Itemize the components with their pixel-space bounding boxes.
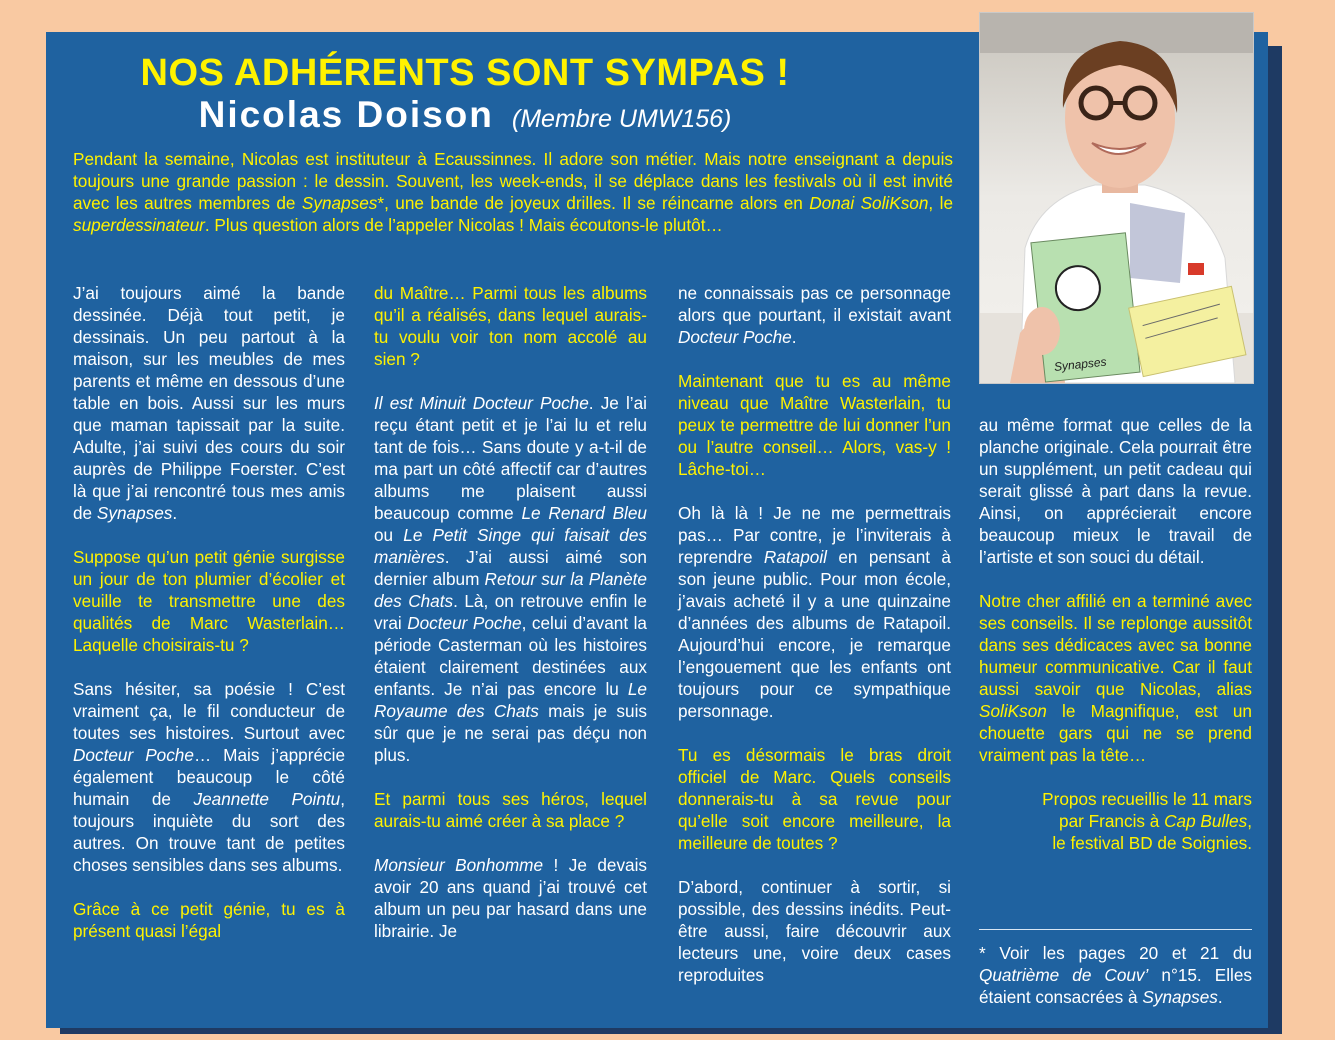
answer-paragraph: D’abord, continuer à sortir, si possible, des dessins inédits. Peut-être aussi, faire découvrir aux lecteurs une, voire deux cases reproduites — [678, 877, 951, 985]
column-1 — [73, 282, 345, 964]
answer-paragraph: Oh là là ! Je ne me permettrais pas… Par contre, je l’inviterais à reprendre Ratapoil en pensant à son jeune public. Pour mon école, j’avais acheté il y a une quinzaine d’années des albums de Ratapoil. Aujourd’hui encore, je remarque l’engouement que les enfants ont toujours pour ce sympathique personnage. — [678, 503, 951, 721]
question-paragraph: Tu es désormais le bras droit officiel de Marc. Quels conseils donnerais-tu à sa revue pour qu’elle soit encore meilleure, la meilleure de toutes ? — [678, 745, 951, 853]
album-cover-label: Synapses — [1053, 354, 1108, 374]
article-title: NOS ADHÉRENTS SONT SYMPAS ! — [140, 52, 790, 94]
question-paragraph: Suppose qu’un petit génie surgisse un jour de ton plumier d’écolier et veuille te transmettre une des qualités de Marc Wasterlain… Laquelle choisirais-tu ? — [73, 547, 345, 655]
question-paragraph: Maintenant que tu es au même niveau que Maître Wasterlain, tu peux te permettre de lui donner l’un ou l’autre conseil… Alors, vas-y ! Lâche-toi… — [678, 371, 951, 479]
question-paragraph: Et parmi tous ses héros, lequel aurais-tu aimé créer à sa place ? — [374, 789, 647, 831]
answer-paragraph: J’ai toujours aimé la bande dessinée. Déjà tout petit, je dessinais. Un peu partout à la maison, sur les meubles de mes parents et même en dessous d’une table en bois. Aussi sur les murs que maman tapissait par la suite. Adulte, j’ai suivi des cours du soir auprès de Philippe Foerster. C’est là que j’ai rencontré tous mes amis de Synapses. — [73, 283, 345, 523]
question-paragraph: du Maître… Parmi tous les albums qu’il a réalisés, dans lequel aurais-tu voulu voir ton nom accolé au sien ? — [374, 283, 647, 369]
answer-paragraph: Monsieur Bonhomme ! Je devais avoir 20 ans quand j’ai trouvé cet album un peu par hasard dans une librairie. Je — [374, 855, 648, 941]
portrait-illustration — [980, 13, 1253, 383]
interviewee-line — [46, 94, 884, 144]
footnote-divider — [979, 929, 1252, 930]
interview-credit: Propos recueillis le 11 mars par Francis à Cap Bulles, le festival BD de Soignies. — [1042, 789, 1252, 853]
answer-paragraph: Il est Minuit Docteur Poche. Je l’ai reçu étant petit et je l’ai lu et relu tant de fois… Sans doute y a-t-il de ma part un côté affectif car d’autres albums me plaisent aussi beaucoup comme Le Renard Bleu ou Le Petit Singe qui faisait des manières. J’ai aussi aimé son dernier album Retour sur la Planète des Chats. Là, on retrouve enfin le vrai Docteur Poche, celui d’avant la période Casterman où les histoires étaient clairement destinées aux enfants. Je n’ai pas encore lu Le Royaume des Chats mais je suis sûr que je ne serai pas déçu non plus. — [374, 393, 647, 765]
column-3 — [678, 282, 951, 1008]
member-id: (Membre UMW156) — [511, 105, 732, 133]
footnote-text: * Voir les pages 20 et 21 du Quatrième de Couv’ n°15. Elles étaient consacrées à Synapses. — [979, 943, 1252, 1007]
interviewee-name: Nicolas Doison — [198, 94, 494, 135]
closing-paragraph: Notre cher affilié en a terminé avec ses conseils. Il se replonge aussitôt dans ses dédicaces avec sa bonne humeur communicative. Car il faut aussi savoir que Nicolas, alias SoliKson le Magnifique, est un chouette gars qui ne se prend vraiment pas la tête… — [979, 591, 1252, 765]
answer-paragraph: au même format que celles de la planche originale. Cela pourrait être un supplément, un petit cadeau qui serait glissé à part dans la revue. Ainsi, on apprécierait encore beaucoup mieux le travail de l’artiste et son souci du détail. — [979, 415, 1252, 567]
column-4 — [979, 414, 1252, 876]
question-paragraph: Grâce à ce petit génie, tu es à présent quasi l’égal — [73, 899, 345, 941]
answer-paragraph: ne connaissais pas ce personnage alors que pourtant, il existait avant Docteur Poche. — [678, 283, 951, 347]
column-2 — [374, 282, 647, 964]
nicolas-photo — [979, 12, 1254, 384]
answer-paragraph: Sans hésiter, sa poésie ! C’est vraiment ça, le fil conducteur de toutes ses histoires. Surtout avec Docteur Poche… Mais j’apprécie également beaucoup le côté humain de Jeannette Pointu, toujours inquiète du sort des autres. On trouve tant de petites choses sensibles dans ses albums. — [73, 679, 345, 875]
footnote — [979, 942, 1252, 1008]
intro-paragraph: Pendant la semaine, Nicolas est instituteur à Ecaussinnes. Il adore son métier. Mais notre enseignant a depuis toujours une grande passion : le dessin. Souvent, les week-ends, il se déplace dans les festivals où il est invité avec les autres membres de Synapses*, une bande de joyeux drilles. Il se réincarne alors en Donai SoliKson, le superdessinateur. Plus question alors de l’appeler Nicolas ! Mais écoutons-le plutôt… — [73, 149, 953, 235]
